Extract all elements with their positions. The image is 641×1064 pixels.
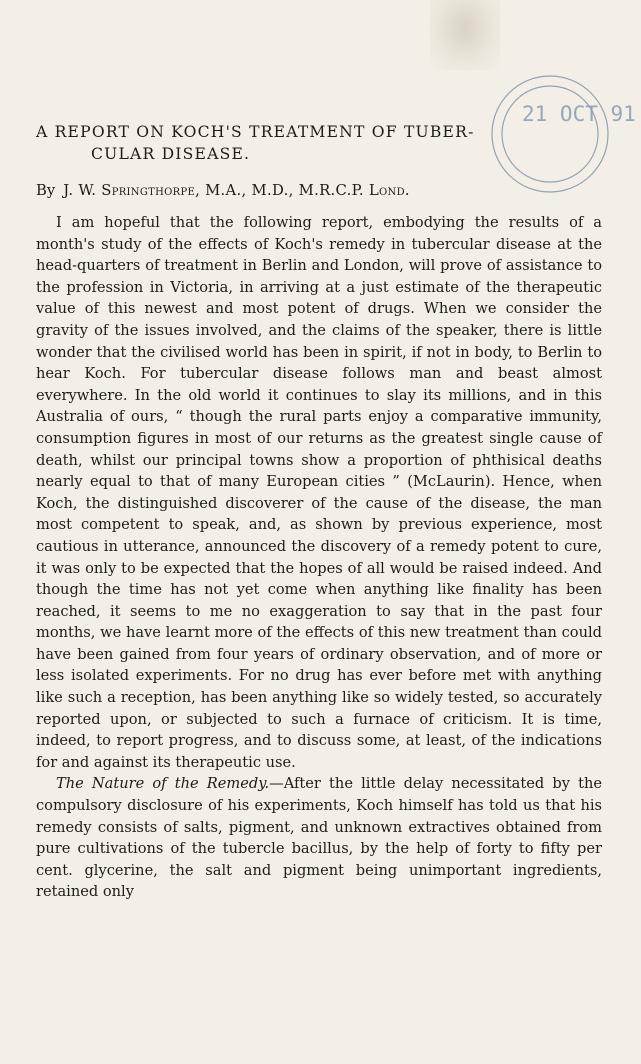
paragraph: I am hopeful that the following report, embodying the results of a month's study of the effects of Koch's remedy in tubercular disease at the head-quarters of treatment in Berlin and London, will prove of assistance to the profession in Victoria, in arriving at a just estimate of the therapeutic value of this newest and most potent of drugs. When we consider the gravity of the issues involved, and the claims of the speaker, there is little wonder that the civilised world has been in spirit, if not in body, to Berlin to hear Koch. For tubercular disease follows man and beast almost everywhere. In the old world it continues to slay its millions, and in this Australia of ours, “ though the rural parts enjoy a comparative immunity, consumption figures in most of our returns as the greatest single cause of death, whilst our principal towns show a proportion of phthisical deaths nearly equal to that of many European cities ” (McLaurin). Hence, when Koch, the distinguished discoverer of the cause of the disease, the man most competent to speak, and, as shown by previous experience, most cautious in utterance, announced the discovery of a remedy potent to cure, it was only to be expected that the hopes of all would be raised indeed. And though the time has not yet come when anything like finality has been reached, it seems to me no exaggeration to say that in the past four months, we have learnt more of the effects of this new treatment than could have been gained from four years of ordinary observation, and of more or less isolated experiments. For no drug has ever before met with anything like such a reception, has been anything like so widely tested, so accurately reported upon, or subjected to such a furnace of criticism. It is time, indeed, to report progress, and to discuss some, at least, of the indications for and against its therapeutic use. [36, 214, 602, 771]
article-title [36, 121, 596, 165]
byline [36, 182, 602, 199]
title-line-1: A REPORT ON KOCH'S TREATMENT OF TUBER- [36, 123, 475, 141]
torn-corner [430, 0, 500, 70]
title-line-2: CULAR DISEASE. [91, 145, 251, 163]
byline-prefix: By [36, 182, 56, 199]
paragraph [36, 773, 602, 903]
stamp-date: 21 OCT 91 [522, 102, 636, 126]
paragraph-text: —After the little delay necessitated by the compulsory disclosure of his experiments, Koch himself has told us that his remedy consists of salts, pigment, and unknown extractives obtained from pure cultivations of the tubercle bacillus, by the help of forty to fifty per cent. glycerine, the salt and pigment being unimportant ingredients, retained only [36, 775, 602, 901]
article-body [36, 212, 602, 903]
section-heading: The Nature of the Remedy. [56, 775, 270, 793]
author-name: J. W. Springthorpe, M.A., M.D., M.R.C.P. Lond. [63, 182, 410, 199]
